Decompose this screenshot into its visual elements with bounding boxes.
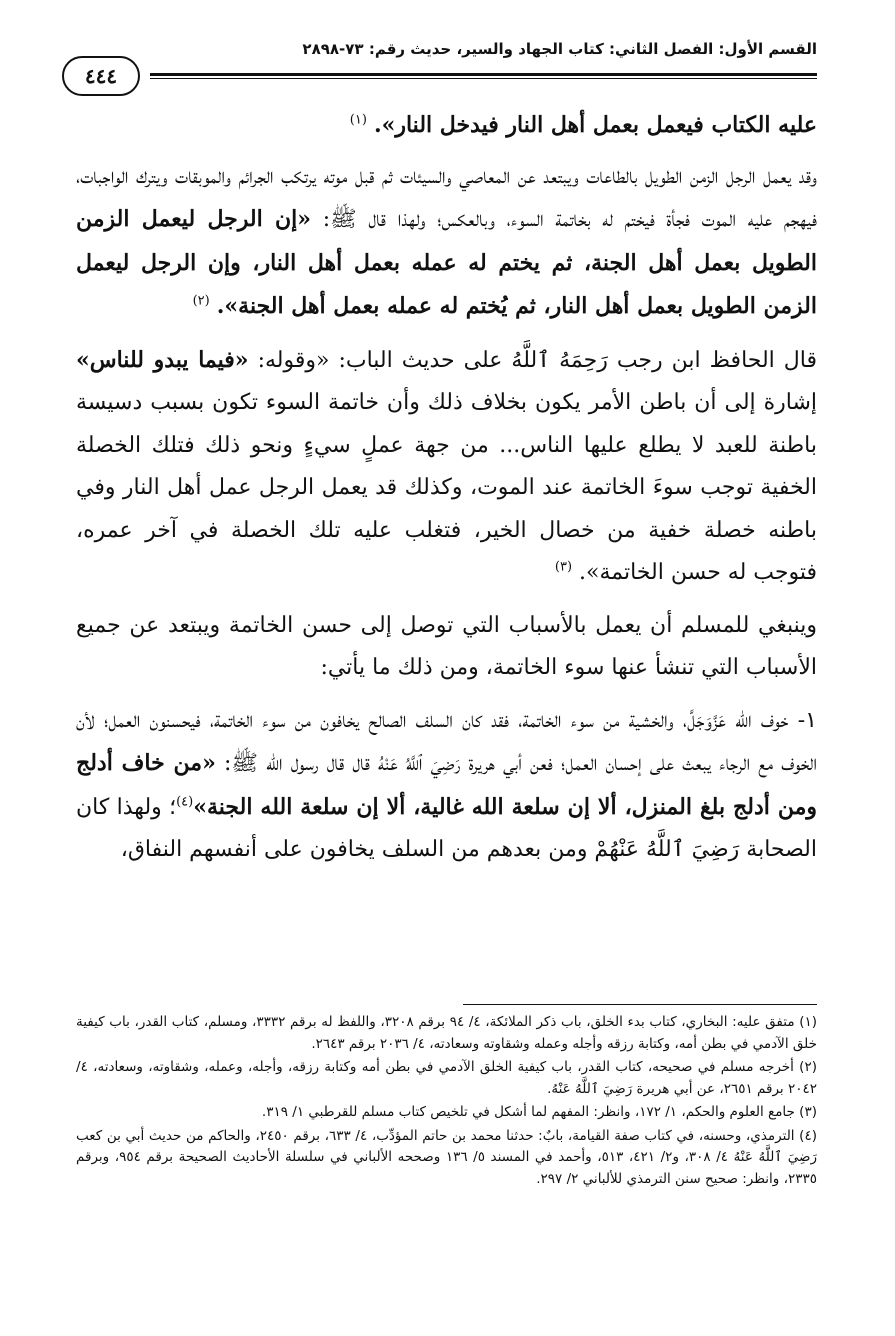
footnote-separator [463, 1004, 817, 1005]
paragraph-4-text: ١- خوف الله عَزَّوَجَلَّ، والخشية من سوء الخاتمة، فقد كان السلف الصالح يخافون من سوء الخاتمة، فيحسنون العمل؛ لأن الخوف مع الرجاء يبعث على إحسان العمل؛ فعن أبي هريرة رَضِيَ ٱللَّهُ عَنْهُ قال قال رسول الله ﷺ: [76, 707, 817, 776]
paragraph-0 [76, 104, 817, 148]
hadith-quote: «إن الرجل ليعمل الزمن الطويل بعمل أهل الجنة، ثم يختم له عمله بعمل أهل النار، وإن الرجل ليعمل الزمن الطويل بعمل أهل النار، ثم يُختم له عمله بعمل أهل الجنة». [76, 206, 817, 319]
paragraph-3-text: وينبغي للمسلم أن يعمل بالأسباب التي توصل إلى حسن الخاتمة ويبتعد عن جميع الأسباب التي تنشأ عنها سوء الخاتمة، ومن ذلك ما يأتي: [76, 612, 817, 680]
footnotes [76, 1012, 817, 1192]
paragraph-2-text: قال الحافظ ابن رجب رَحِمَهُ ٱللَّهُ على حديث الباب: «وقوله: [257, 347, 817, 373]
quoted-phrase: «فيما يبدو للناس» [76, 346, 249, 373]
footnote-ref-3: (٣) [554, 559, 573, 575]
header-rule-thin [150, 78, 817, 79]
header-rule [150, 73, 817, 76]
running-header [62, 38, 817, 88]
paragraph-1-text: وقد يعمل الرجل الزمن الطويل بالطاعات ويبتعد عن المعاصي والسيئات ثم قبل موته يرتكب الجرائم والموبقات ويترك الواجبات، فيهجم عليه الموت فجأة فيختم له بخاتمة السوء، وبالعكس؛ ولهذا قال ﷺ: [76, 163, 818, 232]
page-number: ٤٤٤ [62, 56, 140, 96]
footnote-4: (٤) الترمذي، وحسنه، في كتاب صفة القيامة، بابٌ: حدثنا محمد بن حاتم المؤدِّب، ٤/ ٦٣٣، برقم ٢٤٥٠، والحاكم من حديث أبي بن كعب رَضِيَ ٱللَّهُ عَنْهُ ٤/ ٣٠٨، و٢/ ٤٢١، ٥١٣، وأحمد في المسند ٥/ ١٣٦ وصححه الألباني في سلسلة الأحاديث الصحيحة برقم ٩٥٤، وبرقم ٢٣٣٥، وانظر: صحيح سنن الترمذي للألباني ٢/ ٢٩٧. [76, 1127, 818, 1187]
hadith-continuation: عليه الكتاب فيعمل بعمل أهل النار فيدخل النار». [373, 112, 817, 138]
footnote-ref-4: (٤) [176, 794, 194, 810]
paragraph-2 [76, 339, 817, 595]
paragraph-3 [76, 605, 817, 690]
footnote-3: (٣) جامع العلوم والحكم، ١/ ١٧٢، وانظر: المفهم لما أشكل في تلخيص كتاب مسلم للقرطبي ١/ ٣١٩. [261, 1104, 817, 1120]
footnote-2: (٢) أخرجه مسلم في صحيحه، كتاب القدر، باب كيفية الخلق الآدمي في بطن أمه وكتابة رزقه، وأجله، وعمله، وشقاوته، وسعادته، ٤/ ٢٠٤٢ برقم ٢٦٥١، عن أبي هريرة رَضِيَ ٱللَّهُ عَنْهُ. [76, 1059, 817, 1097]
paragraph-4 [76, 700, 817, 872]
paragraph-1 [76, 156, 817, 329]
footnote-ref-2: (٢) [192, 293, 210, 309]
paragraph-2-text-cont: إشارة إلى أن باطن الأمر يكون بخلاف ذلك وأن خاتمة السوء تكون بسبب دسيسة باطنة للعبد لا يطلع عليها الناس... من جهة عملٍ سيءٍ ونحو ذلك فتلك الخصلة الخفية توجب سوءَ الخاتمة عند الموت، وكذلك قد يعمل الرجل عمل أهل النار وفي باطنه خصلة خفية من خصال الخير، فتغلب عليه تلك الخصلة في آخر عمره، فتوجب له حسن الخاتمة». [76, 390, 817, 585]
paragraph-4-text-cont: ؛ ولهذا كان الصحابة رَضِيَ ٱللَّهُ عَنْهُمْ ومن بعدهم من السلف يخافون على أنفسهم النفاق، [76, 794, 817, 862]
header-title: القسم الأول: الفصل الثاني: كتاب الجهاد والسير، حديث رقم: ٧٣-٢٨٩٨ [302, 40, 817, 58]
main-text [76, 104, 817, 882]
footnote-ref-1: (١) [349, 112, 367, 128]
footnote-1: (١) متفق عليه: البخاري، كتاب بدء الخلق، باب ذكر الملائكة، ٤/ ٩٤ برقم ٣٢٠٨، واللفظ له برقم ٣٣٣٢، ومسلم، كتاب القدر، باب كيفية خلق الآدمي في بطن أمه، وكتابة رزقه وأجله وعمله وشقاوته وسعادته، ٤/ ٢٠٣٦ برقم ٢٦٤٣. [76, 1014, 818, 1052]
hadith-quote-2: «من خاف أدلج ومن أدلج بلغ المنزل، ألا إن سلعة الله غالية، ألا إن سلعة الله الجنة» [76, 750, 817, 820]
